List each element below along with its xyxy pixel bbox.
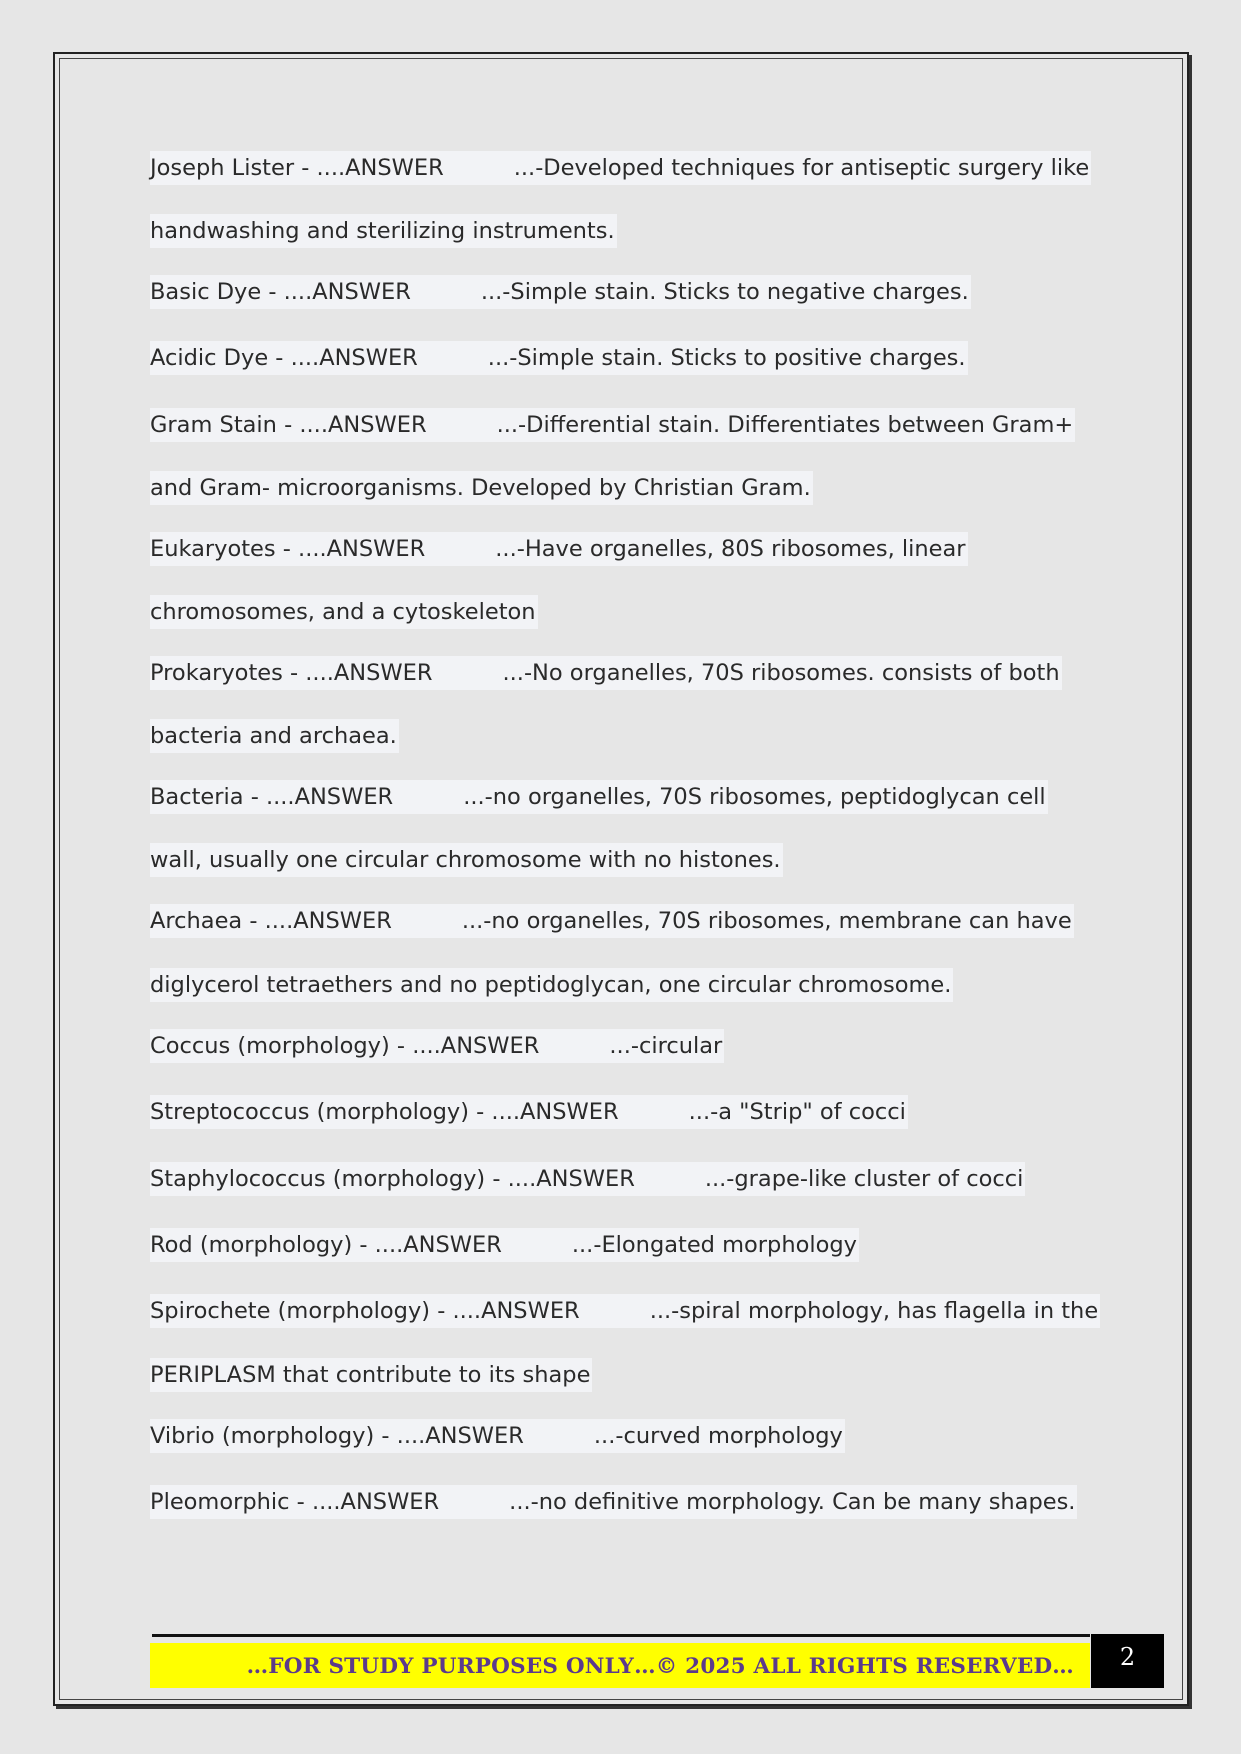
entry-continuation: diglycerol tetraethers and no peptidoglycan, one circular chromosome.	[150, 968, 953, 1002]
entry-term: Staphylococcus (morphology) - ....ANSWER	[150, 1166, 635, 1192]
entry-coccus	[150, 1029, 724, 1063]
entry-term: Streptococcus (morphology) - ....ANSWER	[150, 1099, 619, 1125]
entry-term: Bacteria - ....ANSWER	[150, 784, 394, 810]
entry-acidic-dye	[150, 341, 968, 375]
entry-answer: ...-curved morphology	[593, 1423, 843, 1449]
entry-answer: ...-no definitive morphology. Can be many shapes.	[509, 1489, 1076, 1515]
entry-term: Coccus (morphology) - ....ANSWER	[150, 1033, 540, 1059]
entry-answer: ...-Developed techniques for antiseptic surgery like	[513, 155, 1090, 181]
entry-spirochete	[150, 1294, 1100, 1328]
footer-rule	[152, 1634, 1090, 1637]
entry-gram-stain	[150, 408, 1075, 442]
entry-bacteria	[150, 780, 1048, 814]
entry-basic-dye	[150, 275, 971, 309]
entry-continuation: PERIPLASM that contribute to its shape	[150, 1358, 592, 1392]
entry-eukaryotes	[150, 532, 968, 566]
entry-prokaryotes	[150, 656, 1062, 690]
entry-rod	[150, 1228, 859, 1262]
entry-answer: ...-Elongated morphology	[571, 1232, 857, 1258]
entry-answer: ...-no organelles, 70S ribosomes, peptidoglycan cell	[463, 784, 1046, 810]
entry-answer: ...-No organelles, 70S ribosomes. consists of both	[502, 660, 1060, 686]
entry-answer: ...-Have organelles, 80S ribosomes, linear	[495, 536, 966, 562]
entry-term: Eukaryotes - ....ANSWER	[150, 536, 426, 562]
entry-term: Archaea - ....ANSWER	[150, 908, 392, 934]
entry-answer: ...-circular	[609, 1033, 723, 1059]
entry-term: Spirochete (morphology) - ....ANSWER	[150, 1298, 580, 1324]
entry-joseph-lister	[150, 151, 1091, 185]
entry-term: Basic Dye - ....ANSWER	[150, 279, 411, 305]
entry-archaea	[150, 904, 1074, 938]
page-number: 2	[1091, 1634, 1164, 1688]
entry-pleomorphic	[150, 1485, 1077, 1519]
entry-term: Joseph Lister - ....ANSWER	[150, 155, 444, 181]
entry-answer: ...-spiral morphology, has flagella in the	[649, 1298, 1099, 1324]
entry-answer: ...-Simple stain. Sticks to negative charges.	[480, 279, 969, 305]
entry-term: Gram Stain - ....ANSWER	[150, 412, 427, 438]
entry-staphylococcus	[150, 1162, 1025, 1196]
entry-term: Rod (morphology) - ....ANSWER	[150, 1232, 502, 1258]
entry-answer: ...-Simple stain. Sticks to positive charges.	[487, 345, 966, 371]
entry-continuation: handwashing and sterilizing instruments.	[150, 214, 617, 248]
entry-continuation: and Gram- microorganisms. Developed by Christian Gram.	[150, 471, 813, 505]
entry-answer: ...-no organelles, 70S ribosomes, membrane can have	[461, 908, 1072, 934]
entry-continuation: chromosomes, and a cytoskeleton	[150, 595, 538, 629]
entry-term: Acidic Dye - ....ANSWER	[150, 345, 418, 371]
entry-continuation: wall, usually one circular chromosome with no histones.	[150, 843, 783, 877]
entry-answer: ...-a "Strip" of cocci	[688, 1099, 906, 1125]
entry-term: Pleomorphic - ....ANSWER	[150, 1489, 440, 1515]
entry-answer: ...-Differential stain. Differentiates between Gram+	[496, 412, 1074, 438]
entry-vibrio	[150, 1419, 845, 1453]
footer-notice: …FOR STUDY PURPOSES ONLY…© 2025 ALL RIGHTS RESERVED…	[150, 1643, 1090, 1688]
entry-streptococcus	[150, 1095, 908, 1129]
entry-answer: ...-grape-like cluster of cocci	[704, 1166, 1024, 1192]
entry-term: Vibrio (morphology) - ....ANSWER	[150, 1423, 524, 1449]
entry-continuation: bacteria and archaea.	[150, 719, 399, 753]
entry-term: Prokaryotes - ....ANSWER	[150, 660, 433, 686]
